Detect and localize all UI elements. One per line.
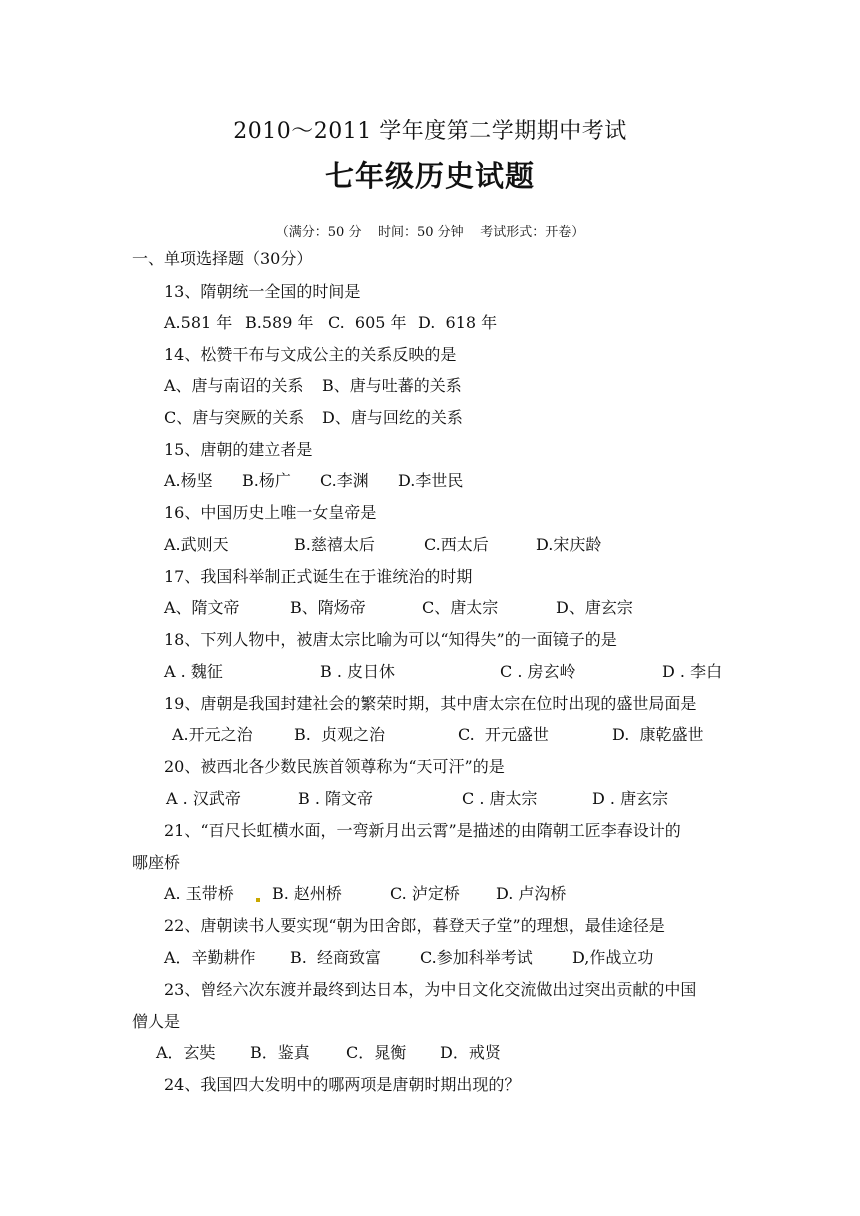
question-13-stem: 13、隋朝统一全国的时间是 <box>164 282 361 301</box>
question-14-stem: 14、松赞干布与文成公主的关系反映的是 <box>164 345 457 364</box>
option-b: B．鉴真 <box>250 1043 310 1062</box>
option-c: C.西太后 <box>424 535 489 554</box>
option-b: B.杨广 <box>242 471 291 490</box>
option-c: C.李渊 <box>320 471 369 490</box>
option-d: D. 康乾盛世 <box>612 725 704 744</box>
option-b: B . 皮日休 <box>320 662 396 681</box>
option-a: A、唐与南诏的关系 <box>164 376 304 395</box>
option-a: A.杨坚 <box>164 471 213 490</box>
option-a: A.开元之治 <box>172 725 253 744</box>
option-b: B . 隋文帝 <box>298 789 374 808</box>
option-b: B、唐与吐蕃的关系 <box>322 376 462 395</box>
option-b: B.慈禧太后 <box>294 535 375 554</box>
option-b: B.589 年 <box>245 313 314 332</box>
section-heading: 一、单项选择题（30分） <box>132 249 313 268</box>
option-d: D、唐与回纥的关系 <box>322 408 463 427</box>
option-a: A. 玉带桥 <box>164 884 234 903</box>
option-d: D. 618 年 <box>418 313 498 332</box>
option-c: C . 房玄岭 <box>500 662 576 681</box>
option-a: A．玄奘 <box>156 1043 216 1062</box>
question-17-stem: 17、我国科举制正式诞生在于谁统治的时期 <box>164 567 473 586</box>
option-c: C．晁衡 <box>346 1043 407 1062</box>
exam-subtitle: 七年级历史试题 <box>324 159 535 193</box>
option-d: D . 李白 <box>662 662 723 681</box>
option-b: B、隋炀帝 <box>290 598 366 617</box>
option-d: D.宋庆龄 <box>536 535 602 554</box>
option-a: A.581 年 <box>164 313 233 332</box>
option-d: D、唐玄宗 <box>556 598 633 617</box>
exam-info: （满分：50 分 时间：50 分钟 考试形式：开卷） <box>275 225 585 240</box>
option-b: B. 赵州桥 <box>272 884 342 903</box>
option-a: A.武则天 <box>164 535 229 554</box>
option-c: C. 605 年 <box>328 313 407 332</box>
option-b: B. 经商致富 <box>290 948 382 967</box>
question-21-stem-line2: 哪座桥 <box>132 853 181 872</box>
option-c: C . 唐太宗 <box>462 789 538 808</box>
question-23-stem-line2: 僧人是 <box>132 1012 181 1031</box>
option-a: A、隋文帝 <box>164 598 240 617</box>
option-c: C. 泸定桥 <box>390 884 460 903</box>
option-c: C. 开元盛世 <box>458 725 549 744</box>
question-21-stem-line1: 21、“百尺长虹横水面，一弯新月出云霄”是描述的由隋朝工匠李春设计的 <box>164 821 681 840</box>
option-a: A . 魏征 <box>164 662 223 681</box>
option-d: D,作战立功 <box>572 948 654 967</box>
question-20-stem: 20、被西北各少数民族首领尊称为“天可汗”的是 <box>164 757 505 776</box>
question-18-stem: 18、下列人物中，被唐太宗比喻为可以“知得失”的一面镜子的是 <box>164 630 617 649</box>
option-a: A．辛勤耕作 <box>164 948 256 967</box>
exam-title: 2010～2011 学年度第二学期期中考试 <box>233 119 627 144</box>
stray-mark <box>256 898 260 902</box>
option-d: D．戒贤 <box>440 1043 501 1062</box>
option-c: C、唐太宗 <box>422 598 499 617</box>
question-16-stem: 16、中国历史上唯一女皇帝是 <box>164 503 377 522</box>
option-d: D . 唐玄宗 <box>592 789 669 808</box>
question-19-stem: 19、唐朝是我国封建社会的繁荣时期，其中唐太宗在位时出现的盛世局面是 <box>164 694 697 713</box>
question-22-stem: 22、唐朝读书人要实现“朝为田舍郎，暮登天子堂”的理想，最佳途径是 <box>164 916 665 935</box>
option-a: A . 汉武帝 <box>166 789 241 808</box>
option-d: D. 卢沟桥 <box>496 884 567 903</box>
question-15-stem: 15、唐朝的建立者是 <box>164 440 313 459</box>
option-c: C、唐与突厥的关系 <box>164 408 305 427</box>
option-b: B. 贞观之治 <box>294 725 386 744</box>
question-24-stem: 24、我国四大发明中的哪两项是唐朝时期出现的？ <box>164 1075 521 1094</box>
question-23-stem-line1: 23、曾经六次东渡并最终到达日本，为中日文化交流做出过突出贡献的中国 <box>164 980 697 999</box>
option-c: C.参加科举考试 <box>420 948 533 967</box>
option-d: D.李世民 <box>398 471 464 490</box>
